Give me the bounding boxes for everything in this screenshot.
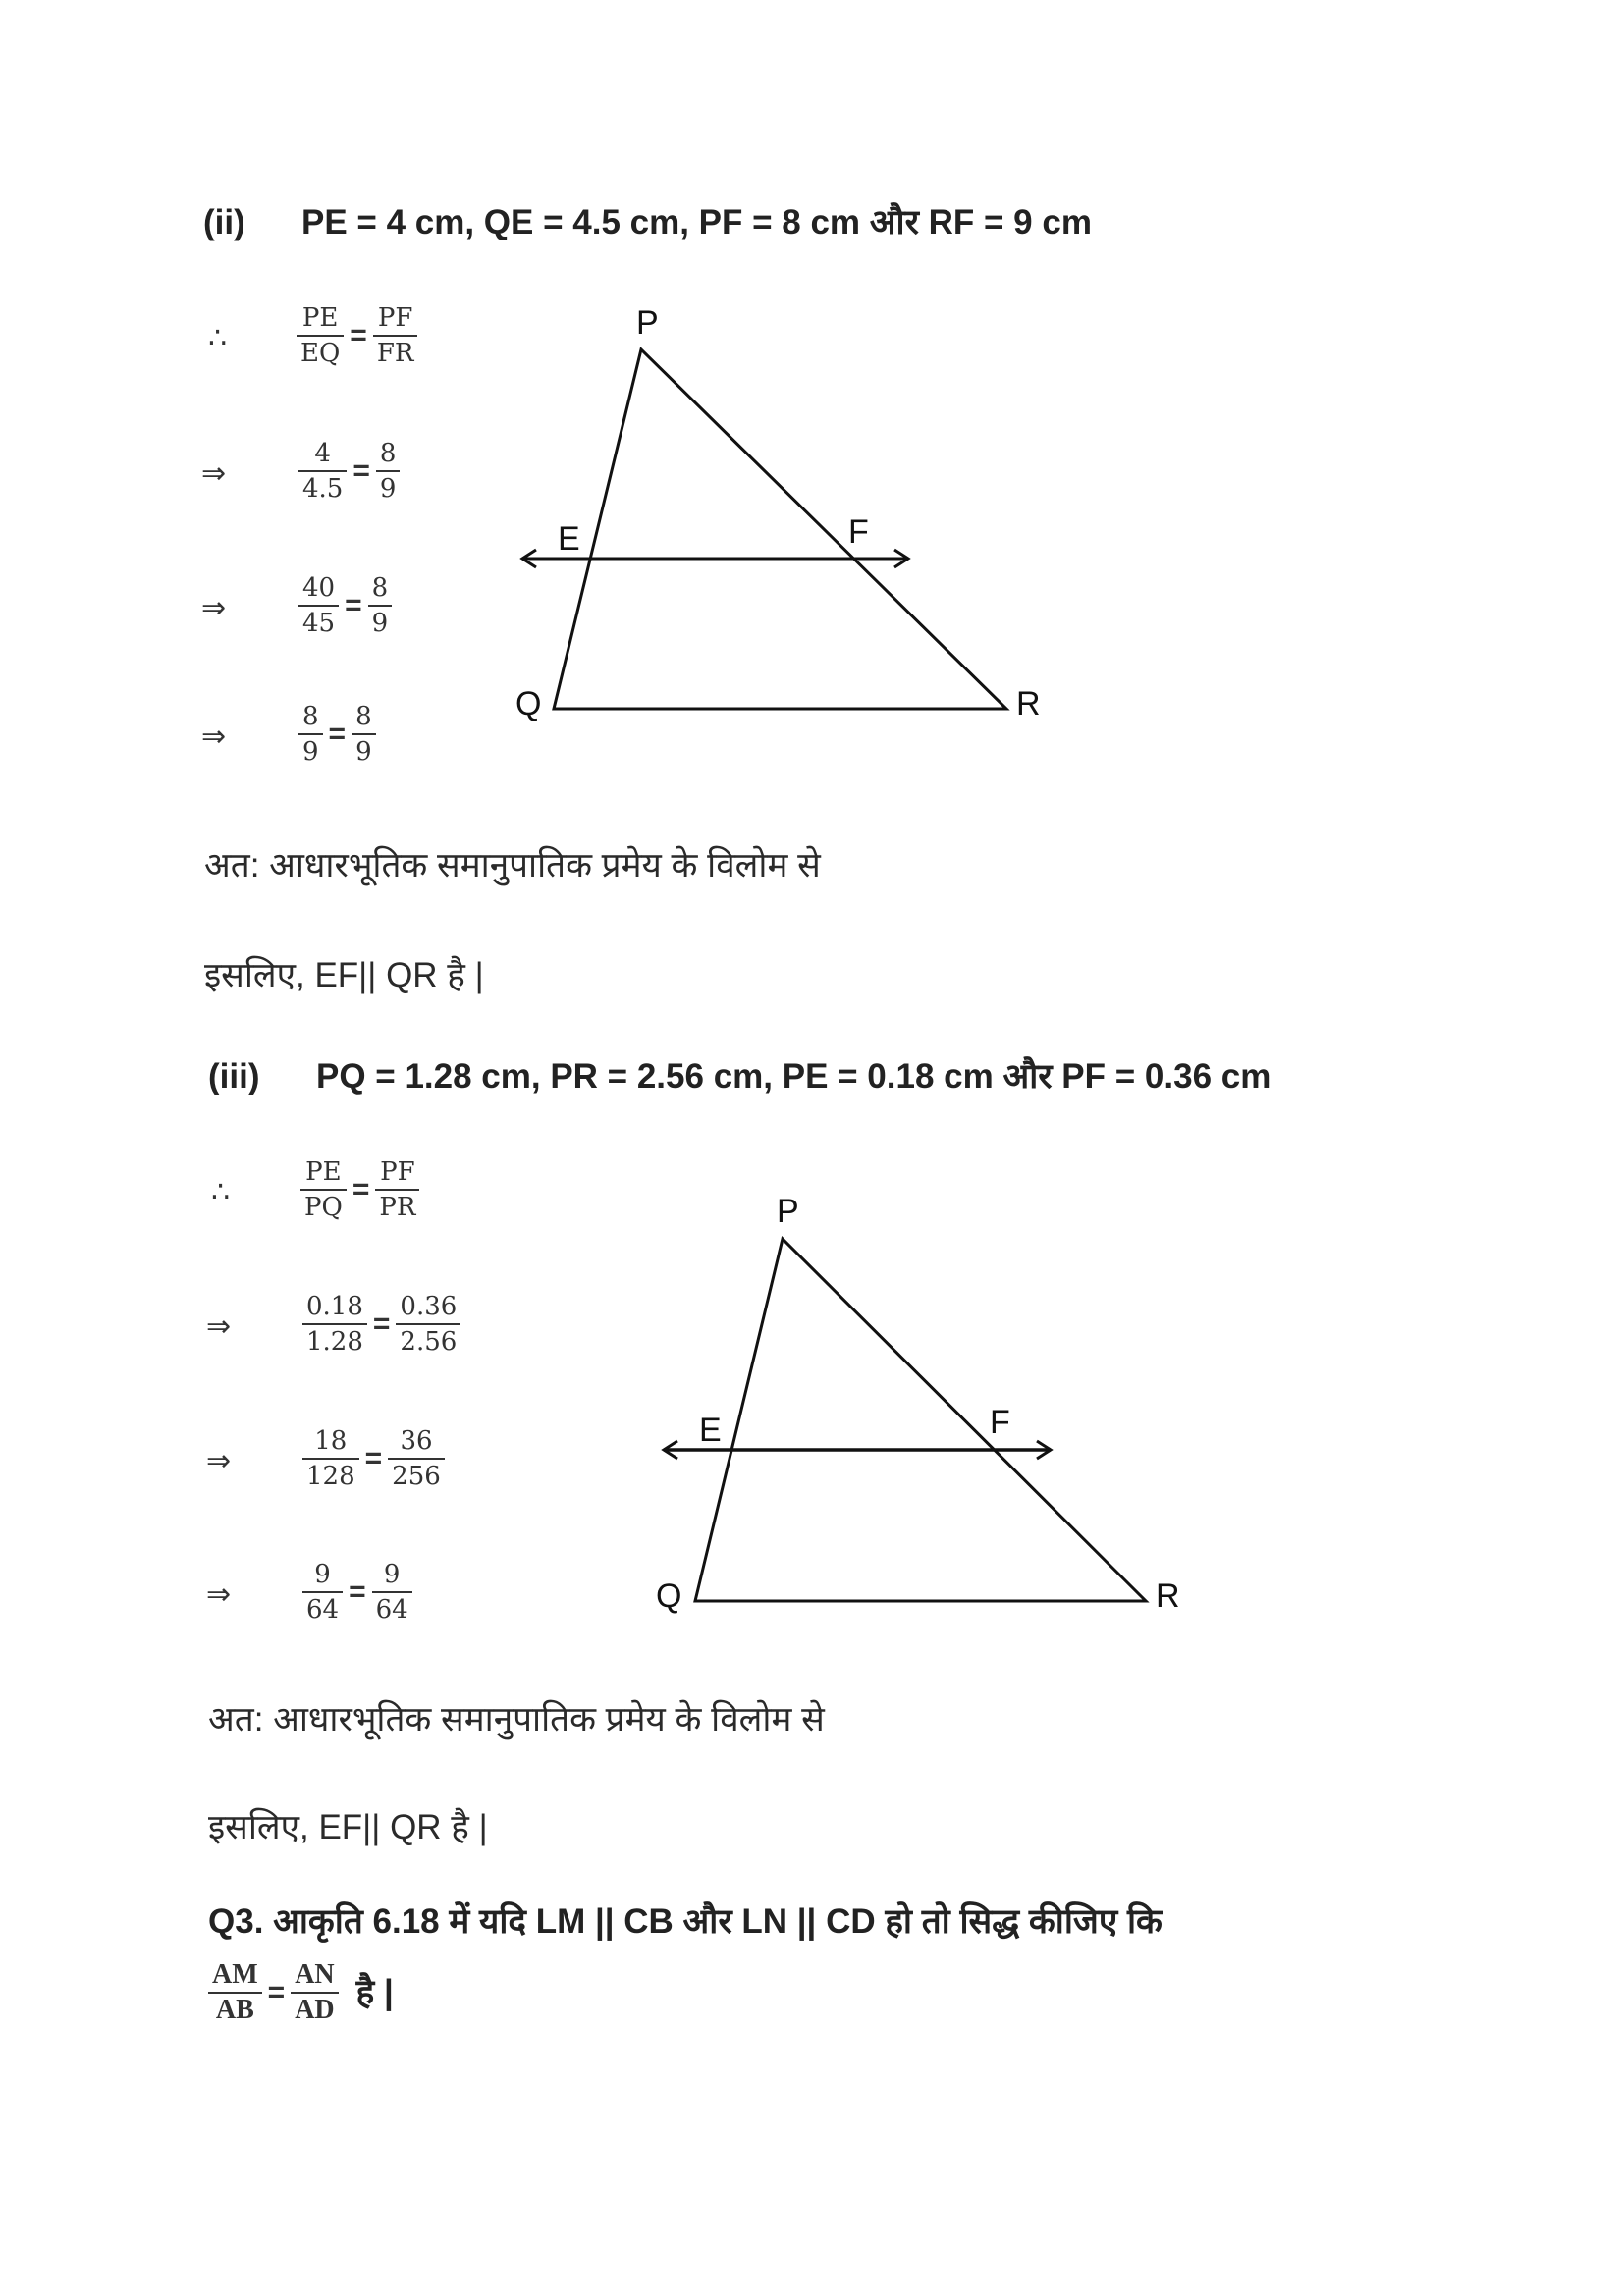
implies-icon: ⇒: [206, 1577, 232, 1612]
fraction-numerator: 4: [314, 439, 331, 468]
fraction-numerator: 0.18: [306, 1292, 363, 1321]
fraction-numerator: 9: [314, 1560, 331, 1589]
part-iii-given: PQ = 1.28 cm, PR = 2.56 cm, PE = 0.18 cm और PF = 0.36 cm: [316, 1057, 1271, 1095]
fraction-numerator: 40: [302, 573, 336, 603]
label-q: Q: [656, 1577, 682, 1615]
fraction-numerator: PF: [380, 1157, 415, 1187]
label-p: P: [636, 304, 659, 342]
fraction-denominator: AB: [215, 1995, 254, 2025]
label-f: F: [990, 1404, 1010, 1441]
triangle-figure-iii: [0, 1080, 1623, 1688]
triangle-pqr: [554, 349, 1006, 709]
equals-sign: =: [328, 718, 347, 750]
fraction-numerator: AN: [295, 1959, 335, 1990]
fraction-numerator: AM: [212, 1959, 258, 1990]
fraction-numerator: PE: [305, 1157, 342, 1187]
label-r: R: [1016, 685, 1041, 722]
fraction-numerator: PE: [301, 303, 339, 333]
conclusion-text: अत: आधारभूतिक समानुपातिक प्रमेय के विलोम से: [208, 1700, 825, 1738]
fraction-denominator: 9: [302, 737, 319, 767]
fraction-denominator: PQ: [304, 1193, 343, 1222]
result-text: इसलिए, EF|| QR है |: [208, 1808, 488, 1846]
fraction-denominator: 4.5: [302, 474, 344, 504]
label-e: E: [699, 1412, 722, 1449]
part-ii-label: (ii): [203, 203, 245, 241]
equals-sign: =: [350, 319, 367, 351]
result-text: इसलिए, EF|| QR है |: [204, 956, 484, 994]
equals-sign: =: [372, 1308, 391, 1340]
implies-icon: ⇒: [201, 456, 227, 491]
fraction-denominator: 128: [306, 1462, 355, 1491]
fraction-denominator: EQ: [300, 339, 341, 368]
implies-icon: ⇒: [201, 591, 227, 625]
label-r: R: [1156, 1577, 1180, 1615]
fraction-denominator: 9: [379, 474, 397, 504]
label-q: Q: [515, 685, 542, 722]
fraction-numerator: 18: [314, 1426, 348, 1456]
equals-sign: =: [352, 1173, 370, 1205]
fraction-denominator: 9: [371, 609, 389, 638]
triangle-pqr: [695, 1239, 1146, 1601]
fraction-numerator: 8: [355, 702, 372, 731]
equals-sign: =: [352, 454, 370, 487]
part-ii-given: PE = 4 cm, QE = 4.5 cm, PF = 8 cm और RF = 9 cm: [301, 203, 1092, 241]
therefore-icon: ∴: [211, 1175, 231, 1209]
triangle-figure-ii: [0, 0, 1623, 982]
fraction-numerator: 8: [302, 702, 319, 731]
implies-icon: ⇒: [206, 1444, 232, 1478]
therefore-icon: ∴: [208, 321, 228, 355]
implies-icon: ⇒: [201, 720, 227, 754]
equals-sign: =: [267, 1976, 286, 2008]
fraction-numerator: 8: [371, 573, 389, 603]
equals-sign: =: [364, 1442, 383, 1474]
fraction-denominator: 256: [392, 1462, 441, 1491]
equals-sign: =: [345, 589, 362, 621]
fraction-denominator: 9: [355, 737, 372, 767]
question-3-fraction: [204, 1958, 394, 2027]
fraction-numerator: PF: [377, 303, 413, 333]
fraction-denominator: 64: [375, 1595, 408, 1625]
fraction-numerator: 0.36: [400, 1292, 458, 1321]
part-iii-label: (iii): [208, 1057, 260, 1095]
question-3-text: Q3. आकृति 6.18 में यदि LM || CB और LN || CD हो तो सिद्ध कीजिए कि: [208, 1902, 1163, 1941]
equals-sign: =: [349, 1575, 366, 1608]
fraction-numerator: 36: [400, 1426, 433, 1456]
fraction-denominator: PR: [379, 1193, 416, 1222]
fraction-numerator: 9: [383, 1560, 401, 1589]
fraction-numerator: 8: [379, 439, 397, 468]
implies-icon: ⇒: [206, 1309, 232, 1344]
fraction-denominator: 1.28: [306, 1327, 363, 1357]
fraction-denominator: AD: [295, 1995, 335, 2025]
fraction-denominator: 2.56: [400, 1327, 458, 1357]
fraction-denominator: 64: [306, 1595, 340, 1625]
fraction-denominator: FR: [376, 339, 414, 368]
question-3-suffix: है |: [355, 1973, 394, 2011]
fraction-denominator: 45: [302, 609, 336, 638]
conclusion-text: अत: आधारभूतिक समानुपातिक प्रमेय के विलोम से: [204, 846, 821, 884]
label-f: F: [848, 513, 869, 551]
label-p: P: [777, 1193, 799, 1230]
label-e: E: [558, 520, 580, 558]
